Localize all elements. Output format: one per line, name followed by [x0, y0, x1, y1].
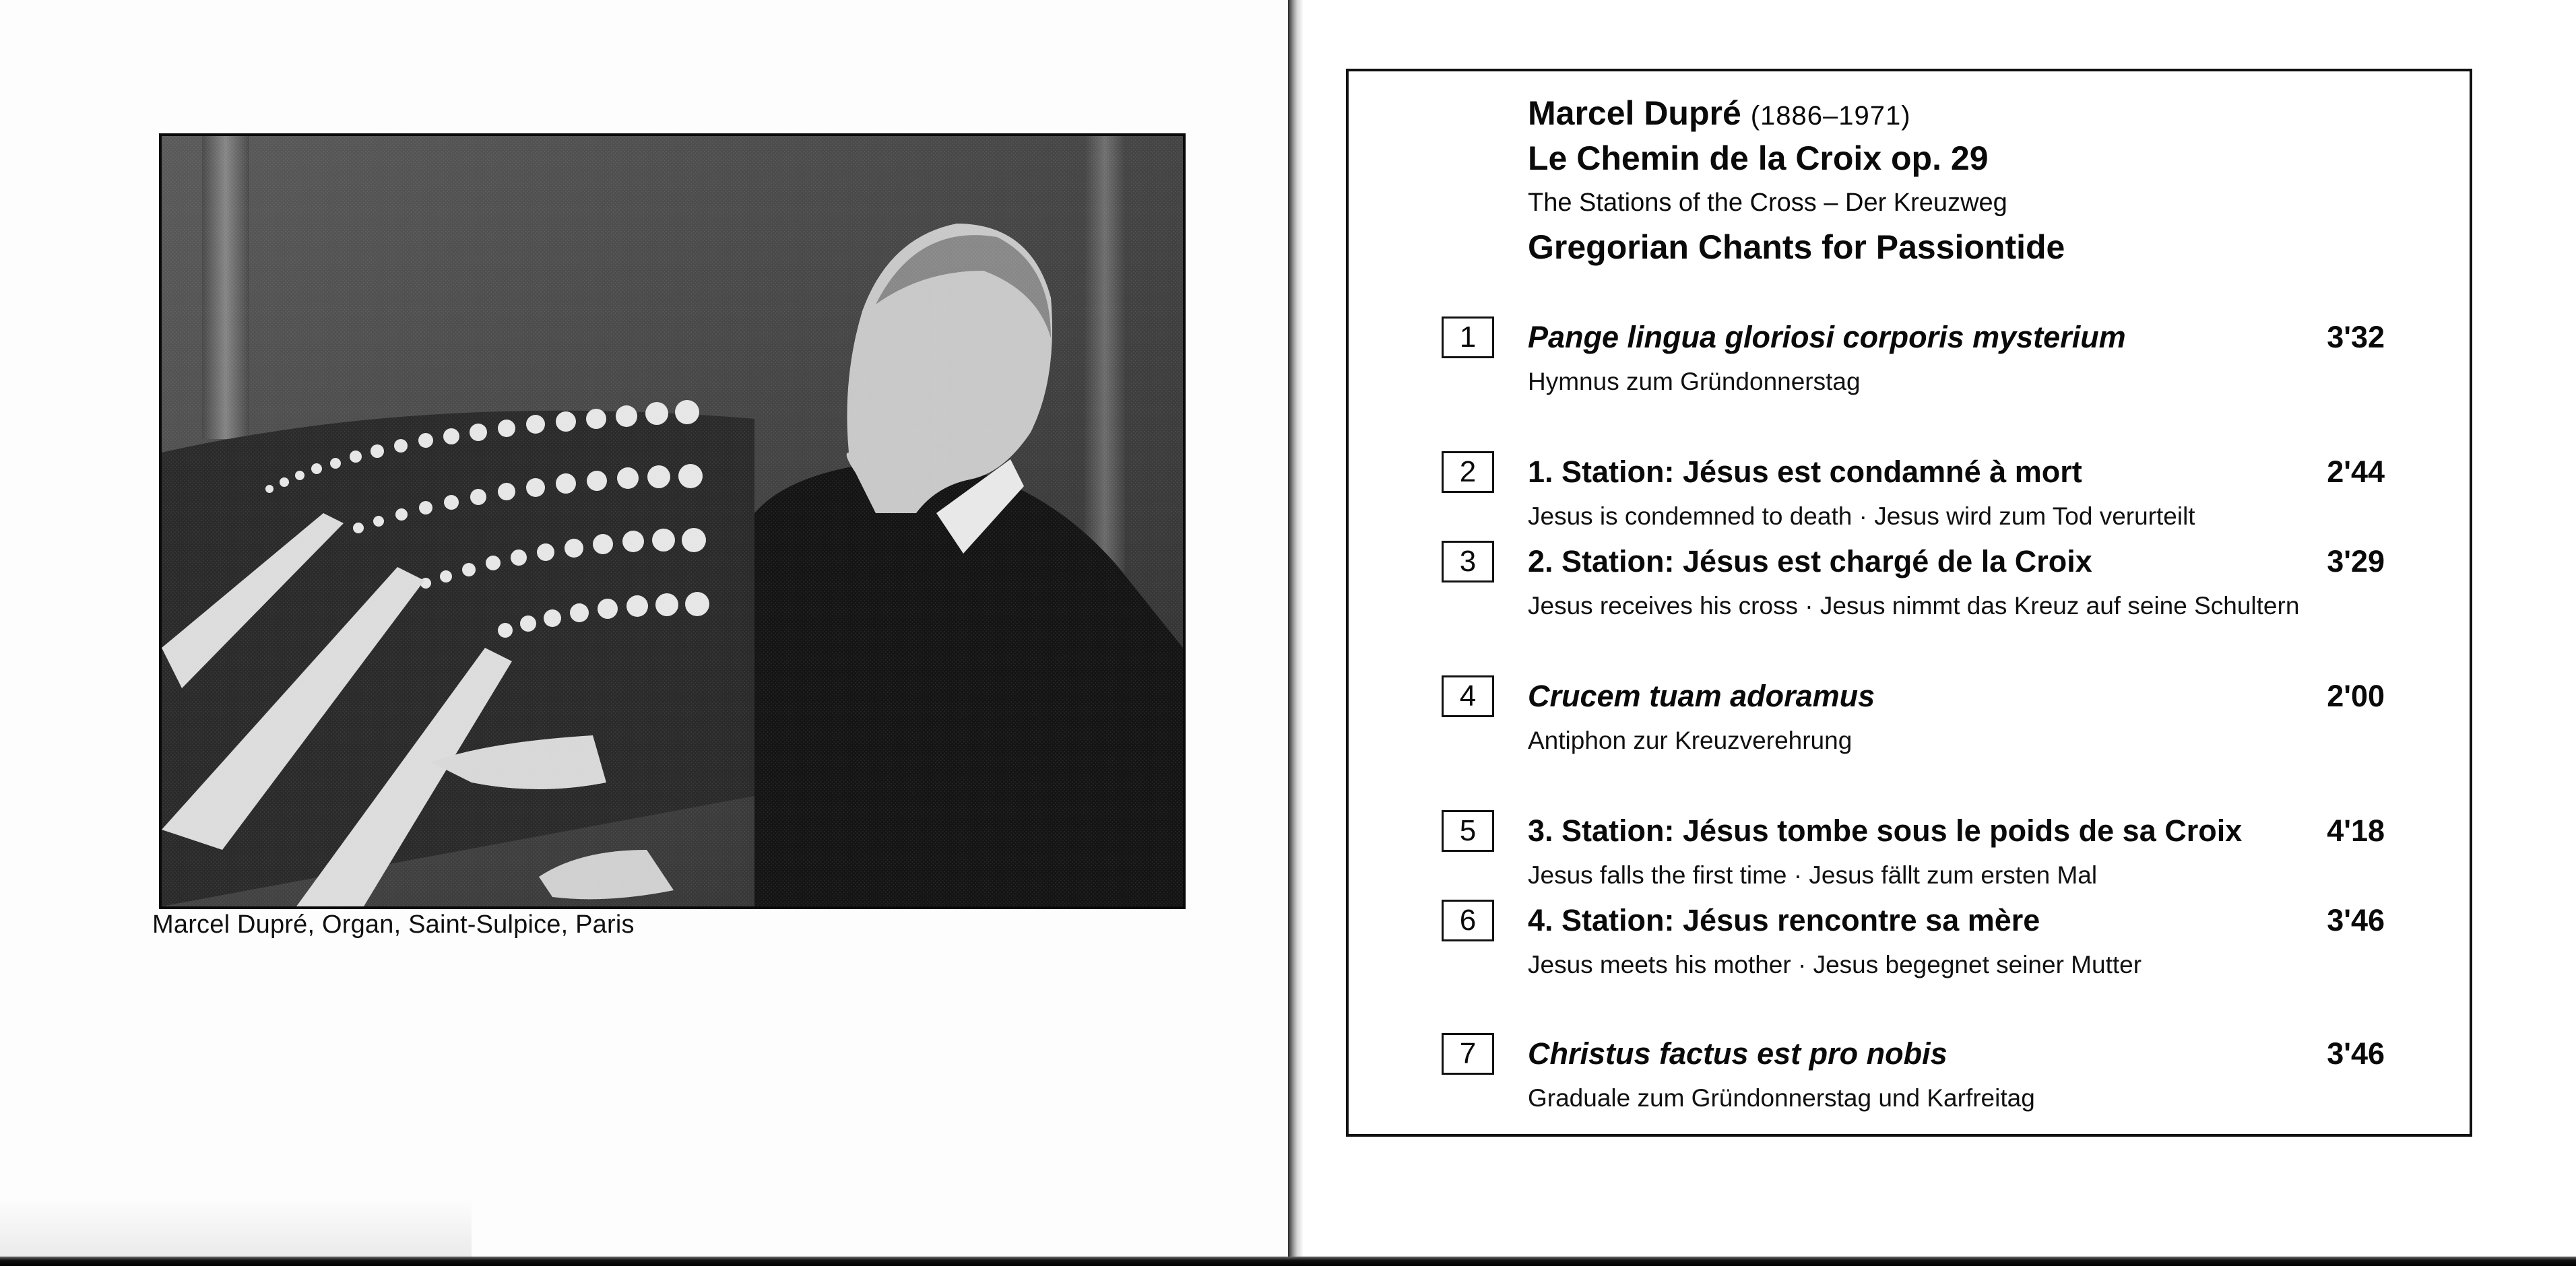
track-title: Christus factus est pro nobis — [1528, 1036, 1947, 1071]
track-subtitle: Jesus receives his cross · Jesus nimmt das Kreuz auf seine Schultern — [1528, 592, 2300, 620]
track-number-box: 7 — [1442, 1033, 1494, 1075]
track-title: 2. Station: Jésus est chargé de la Croix — [1528, 544, 2092, 578]
work-subtitle: The Stations of the Cross – Der Kreuzweg — [1528, 189, 2007, 217]
track-duration: 3'46 — [2327, 1036, 2385, 1071]
track-title: 1. Station: Jésus est condamné à mort — [1528, 455, 2082, 489]
track-subtitle: Jesus is condemned to death · Jesus wird zum Tod verurteilt — [1528, 502, 2195, 530]
track-number-box: 4 — [1442, 675, 1494, 717]
track-number-box: 2 — [1442, 451, 1494, 493]
track-title: Pange lingua gloriosi corporis mysterium — [1528, 320, 2126, 354]
scan-shadow — [0, 1199, 472, 1257]
track-title: 4. Station: Jésus rencontre sa mère — [1528, 903, 2040, 937]
track-duration: 2'00 — [2327, 679, 2385, 713]
track-duration: 3'46 — [2327, 903, 2385, 937]
track-subtitle: Jesus meets his mother · Jesus begegnet seiner Mutter — [1528, 951, 2142, 978]
track-duration: 2'44 — [2327, 455, 2385, 489]
track-title: Crucem tuam adoramus — [1528, 679, 1875, 713]
track-number-box: 1 — [1442, 316, 1494, 358]
track-number-box: 5 — [1442, 810, 1494, 852]
track-title: 3. Station: Jésus tombe sous le poids de sa Croix — [1528, 813, 2243, 848]
track-subtitle: Antiphon zur Kreuzverehrung — [1528, 727, 1853, 754]
track-subtitle: Jesus falls the first time · Jesus fällt zum ersten Mal — [1528, 861, 2098, 889]
track-duration: 4'18 — [2327, 813, 2385, 848]
track-number-box: 6 — [1442, 900, 1494, 941]
collection-title: Gregorian Chants for Passiontide — [1528, 228, 2065, 266]
scan-edge — [0, 1257, 2576, 1266]
organ-console-illustration — [162, 136, 1183, 906]
booklet-spine — [1288, 0, 1303, 1258]
composer-name: Marcel Dupré — [1528, 94, 1741, 132]
track-duration: 3'32 — [2327, 320, 2385, 354]
track-number-box: 3 — [1442, 541, 1494, 582]
album-header — [1528, 90, 2065, 269]
track-subtitle: Hymnus zum Gründonnerstag — [1528, 368, 1861, 395]
organist-photo — [159, 133, 1186, 909]
composer-line — [1528, 90, 2065, 136]
composer-dates: (1886–1971) — [1750, 101, 1911, 131]
track-subtitle: Graduale zum Gründonnerstag und Karfreitag — [1528, 1084, 2035, 1112]
track-duration: 3'29 — [2327, 544, 2385, 578]
work-title: Le Chemin de la Croix op. 29 — [1528, 139, 1989, 177]
photo-caption: Marcel Dupré, Organ, Saint-Sulpice, Paris — [152, 910, 635, 939]
